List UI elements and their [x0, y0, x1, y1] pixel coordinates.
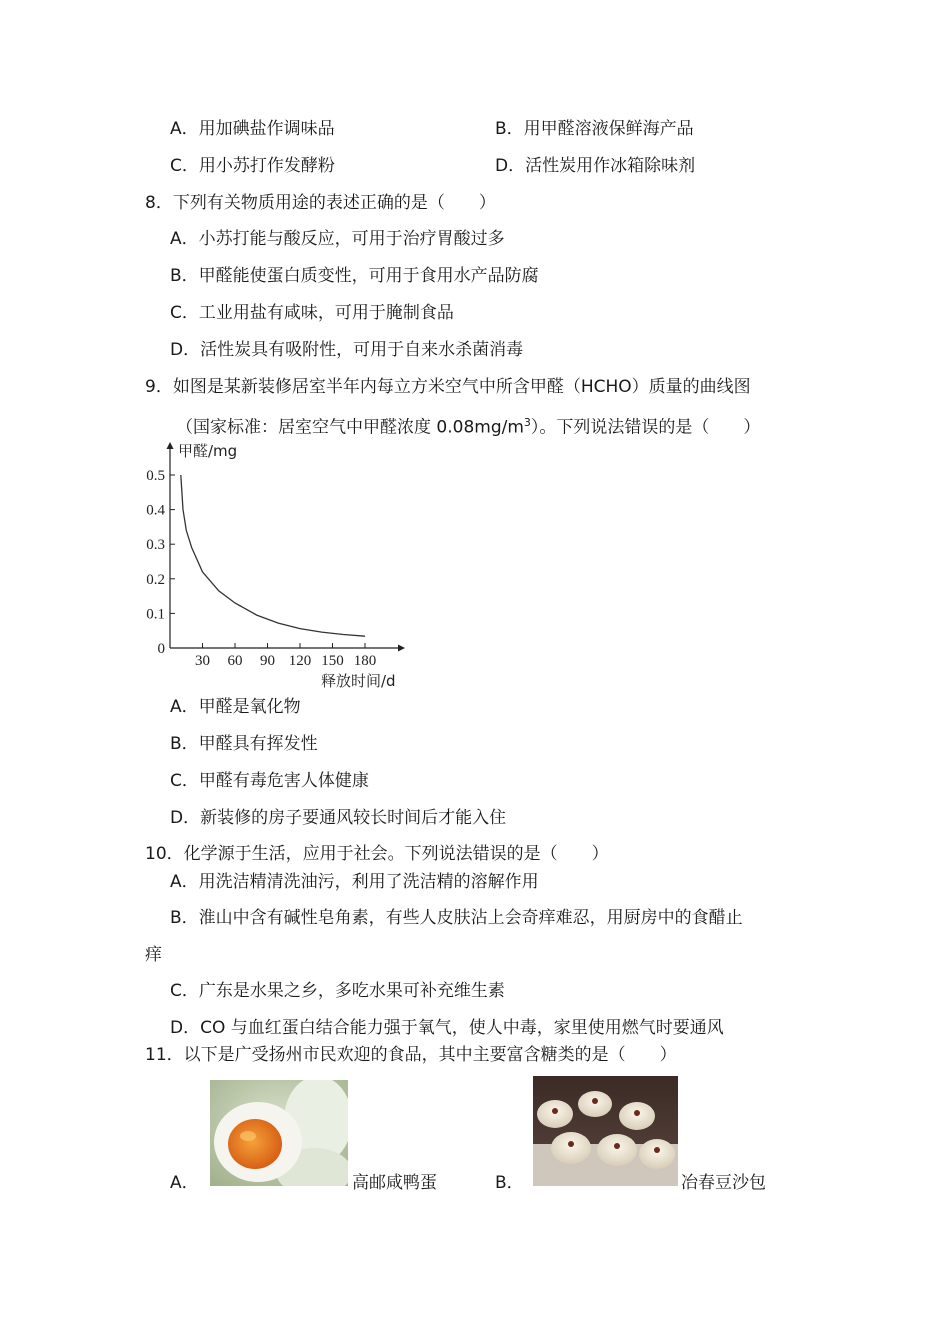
q8-stem: 8．下列有关物质用途的表述正确的是（ ） — [145, 193, 496, 213]
chart-y-tick-label: 0.1 — [146, 606, 165, 623]
q10-option-d: D．CO 与血红蛋白结合能力强于氧气，使人中毒，家里使用燃气时要通风 — [170, 1018, 724, 1038]
q11-option-a-text: 高邮咸鸭蛋 — [352, 1173, 437, 1193]
q9-option-c: C．甲醛有毒危害人体健康 — [170, 771, 369, 791]
q9-option-d: D．新装修的房子要通风较长时间后才能入住 — [170, 808, 507, 828]
q9-stem-standard-pre: （国家标准：居室空气中甲醛浓度 0.08mg/m — [176, 417, 524, 438]
q8-option-a: A．小苏打能与酸反应，可用于治疗胃酸过多 — [170, 229, 505, 249]
q11-option-b-letter: B． — [495, 1173, 524, 1193]
formaldehyde-chart — [140, 437, 420, 692]
q7-option-a: A．用加碘盐作调味品 — [170, 119, 335, 139]
q7-option-d: D．活性炭用作冰箱除味剂 — [495, 156, 696, 176]
q9-option-a: A．甲醛是氧化物 — [170, 697, 301, 717]
q7-option-c: C．用小苏打作发酵粉 — [170, 156, 335, 176]
chart-x-axis-arrow — [398, 645, 405, 652]
q11-option-b-text: 冶春豆沙包 — [681, 1173, 766, 1193]
chart-x-tick-label: 90 — [260, 653, 275, 669]
q10-option-c: C．广东是水果之乡，多吃水果可补充维生素 — [170, 981, 505, 1001]
chart-y-tick-label: 0.2 — [146, 571, 165, 588]
salted-duck-egg-photo — [210, 1080, 348, 1186]
q8-option-d: D．活性炭具有吸附性，可用于自来水杀菌消毒 — [170, 340, 524, 360]
q8-option-c: C．工业用盐有咸味，可用于腌制食品 — [170, 303, 454, 323]
q9-stem-standard — [176, 412, 760, 439]
chart-axes — [167, 442, 406, 652]
q9-stem: 9．如图是某新装修居室半年内每立方米空气中所含甲醛（HCHO）质量的曲线图 — [145, 377, 751, 397]
chart-y-tick-label: 0 — [157, 641, 165, 657]
q10-option-b-cont: 痒 — [145, 945, 162, 965]
chart-y-tick-label: 0.5 — [146, 468, 165, 484]
chart-series-line — [181, 475, 365, 636]
q10-option-a: A．用洗洁精清洗油污，利用了洗洁精的溶解作用 — [170, 872, 539, 892]
q10-stem: 10．化学源于生活，应用于社会。下列说法错误的是（ ） — [145, 844, 609, 864]
q11-stem: 11．以下是广受扬州市民欢迎的食品，其中主要富含糖类的是（ ） — [145, 1045, 677, 1065]
chart-x-tick-label: 150 — [321, 653, 344, 669]
chart-x-tick-label: 120 — [288, 653, 312, 669]
q9-stem-standard-sup: 3 — [523, 416, 531, 429]
chart-y-axis-label: 甲醛/mg — [178, 442, 238, 460]
chart-y-tick-label: 0.3 — [146, 537, 165, 554]
q10-option-b: B．淮山中含有碱性皂角素，有些人皮肤沾上会奇痒难忍，用厨房中的食醋止 — [170, 908, 743, 928]
chart-x-tick-label: 30 — [195, 653, 210, 669]
q9-option-b: B．甲醛具有挥发性 — [170, 734, 318, 754]
chart-y-ticks — [146, 468, 175, 657]
q11-option-a-letter: A． — [170, 1173, 199, 1193]
chart-y-axis-arrow — [167, 442, 174, 449]
q8-option-b: B．甲醛能使蛋白质变性，可用于食用水产品防腐 — [170, 266, 539, 286]
red-bean-bun-photo — [533, 1076, 678, 1186]
chart-y-tick-label: 0.4 — [146, 502, 165, 519]
chart-x-tick-label: 180 — [353, 653, 377, 669]
chart-x-ticks — [195, 643, 376, 669]
chart-x-axis-label: 释放时间/d — [321, 672, 396, 690]
q9-stem-standard-post: ）。下列说法错误的是（ ） — [530, 417, 761, 438]
chart-x-tick-label: 60 — [227, 653, 243, 669]
q7-option-b: B．用甲醛溶液保鲜海产品 — [495, 119, 694, 139]
